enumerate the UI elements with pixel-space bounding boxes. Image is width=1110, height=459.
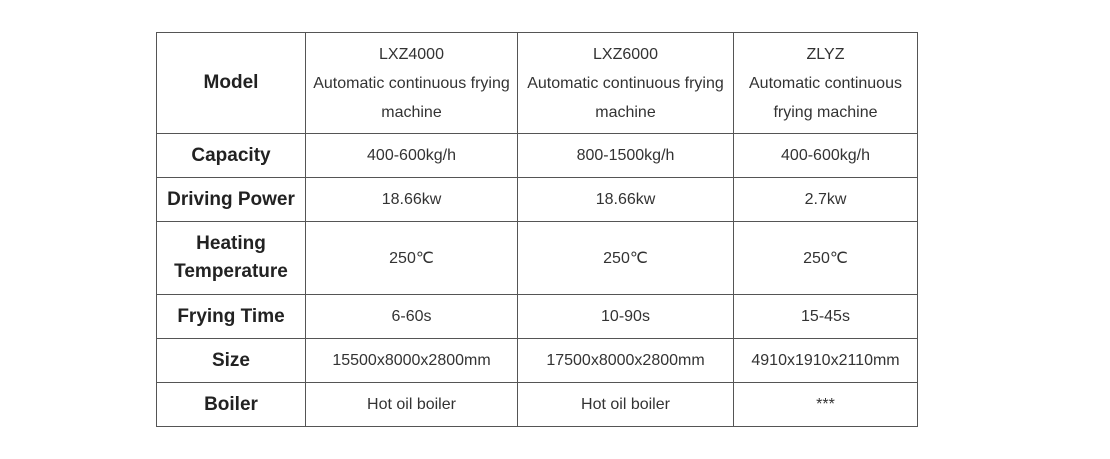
table-cell: ***: [734, 383, 918, 427]
table-cell: 250℃: [518, 222, 734, 295]
table-cell: Hot oil boiler: [518, 383, 734, 427]
table-cell: 400-600kg/h: [734, 134, 918, 178]
table-row-boiler: [157, 383, 918, 427]
table-cell: Hot oil boiler: [306, 383, 518, 427]
row-header-driving-power: Driving Power: [157, 178, 306, 222]
row-header-size: Size: [157, 339, 306, 383]
model-code: ZLYZ: [806, 45, 845, 63]
table-cell: 15500x8000x2800mm: [306, 339, 518, 383]
model-description: Automatic continuous frying: [527, 74, 724, 92]
model-cell-zlyz: [734, 33, 918, 134]
table-cell: 18.66kw: [518, 178, 734, 222]
table-cell: 17500x8000x2800mm: [518, 339, 734, 383]
model-code: LXZ4000: [379, 45, 444, 63]
table-cell: 800-1500kg/h: [518, 134, 734, 178]
model-description: Automatic continuous: [749, 74, 902, 92]
table-row-model: [157, 33, 918, 134]
table-row-capacity: [157, 134, 918, 178]
model-cell-lxz6000: [518, 33, 734, 134]
table-cell: 6-60s: [306, 295, 518, 339]
table-row-driving-power: [157, 178, 918, 222]
spec-table: [156, 32, 918, 427]
table-cell: 400-600kg/h: [306, 134, 518, 178]
model-description: Automatic continuous frying: [313, 74, 510, 92]
row-header-heating-temperature: [157, 222, 306, 295]
table-cell: 250℃: [306, 222, 518, 295]
row-header-boiler: Boiler: [157, 383, 306, 427]
model-code: LXZ6000: [593, 45, 658, 63]
row-header-model: Model: [157, 33, 306, 134]
model-description: frying machine: [773, 103, 878, 121]
table-cell: 18.66kw: [306, 178, 518, 222]
row-header-line: Heating: [196, 233, 266, 254]
table-cell: 2.7kw: [734, 178, 918, 222]
table-row-frying-time: [157, 295, 918, 339]
row-header-line: Temperature: [174, 261, 288, 282]
table-row-heating-temperature: [157, 222, 918, 295]
model-description: machine: [595, 103, 656, 121]
row-header-frying-time: Frying Time: [157, 295, 306, 339]
model-cell-lxz4000: [306, 33, 518, 134]
table-cell: 15-45s: [734, 295, 918, 339]
row-header-capacity: Capacity: [157, 134, 306, 178]
table-cell: 250℃: [734, 222, 918, 295]
model-description: machine: [381, 103, 442, 121]
table-cell: 4910x1910x2110mm: [734, 339, 918, 383]
table-row-size: [157, 339, 918, 383]
table-cell: 10-90s: [518, 295, 734, 339]
